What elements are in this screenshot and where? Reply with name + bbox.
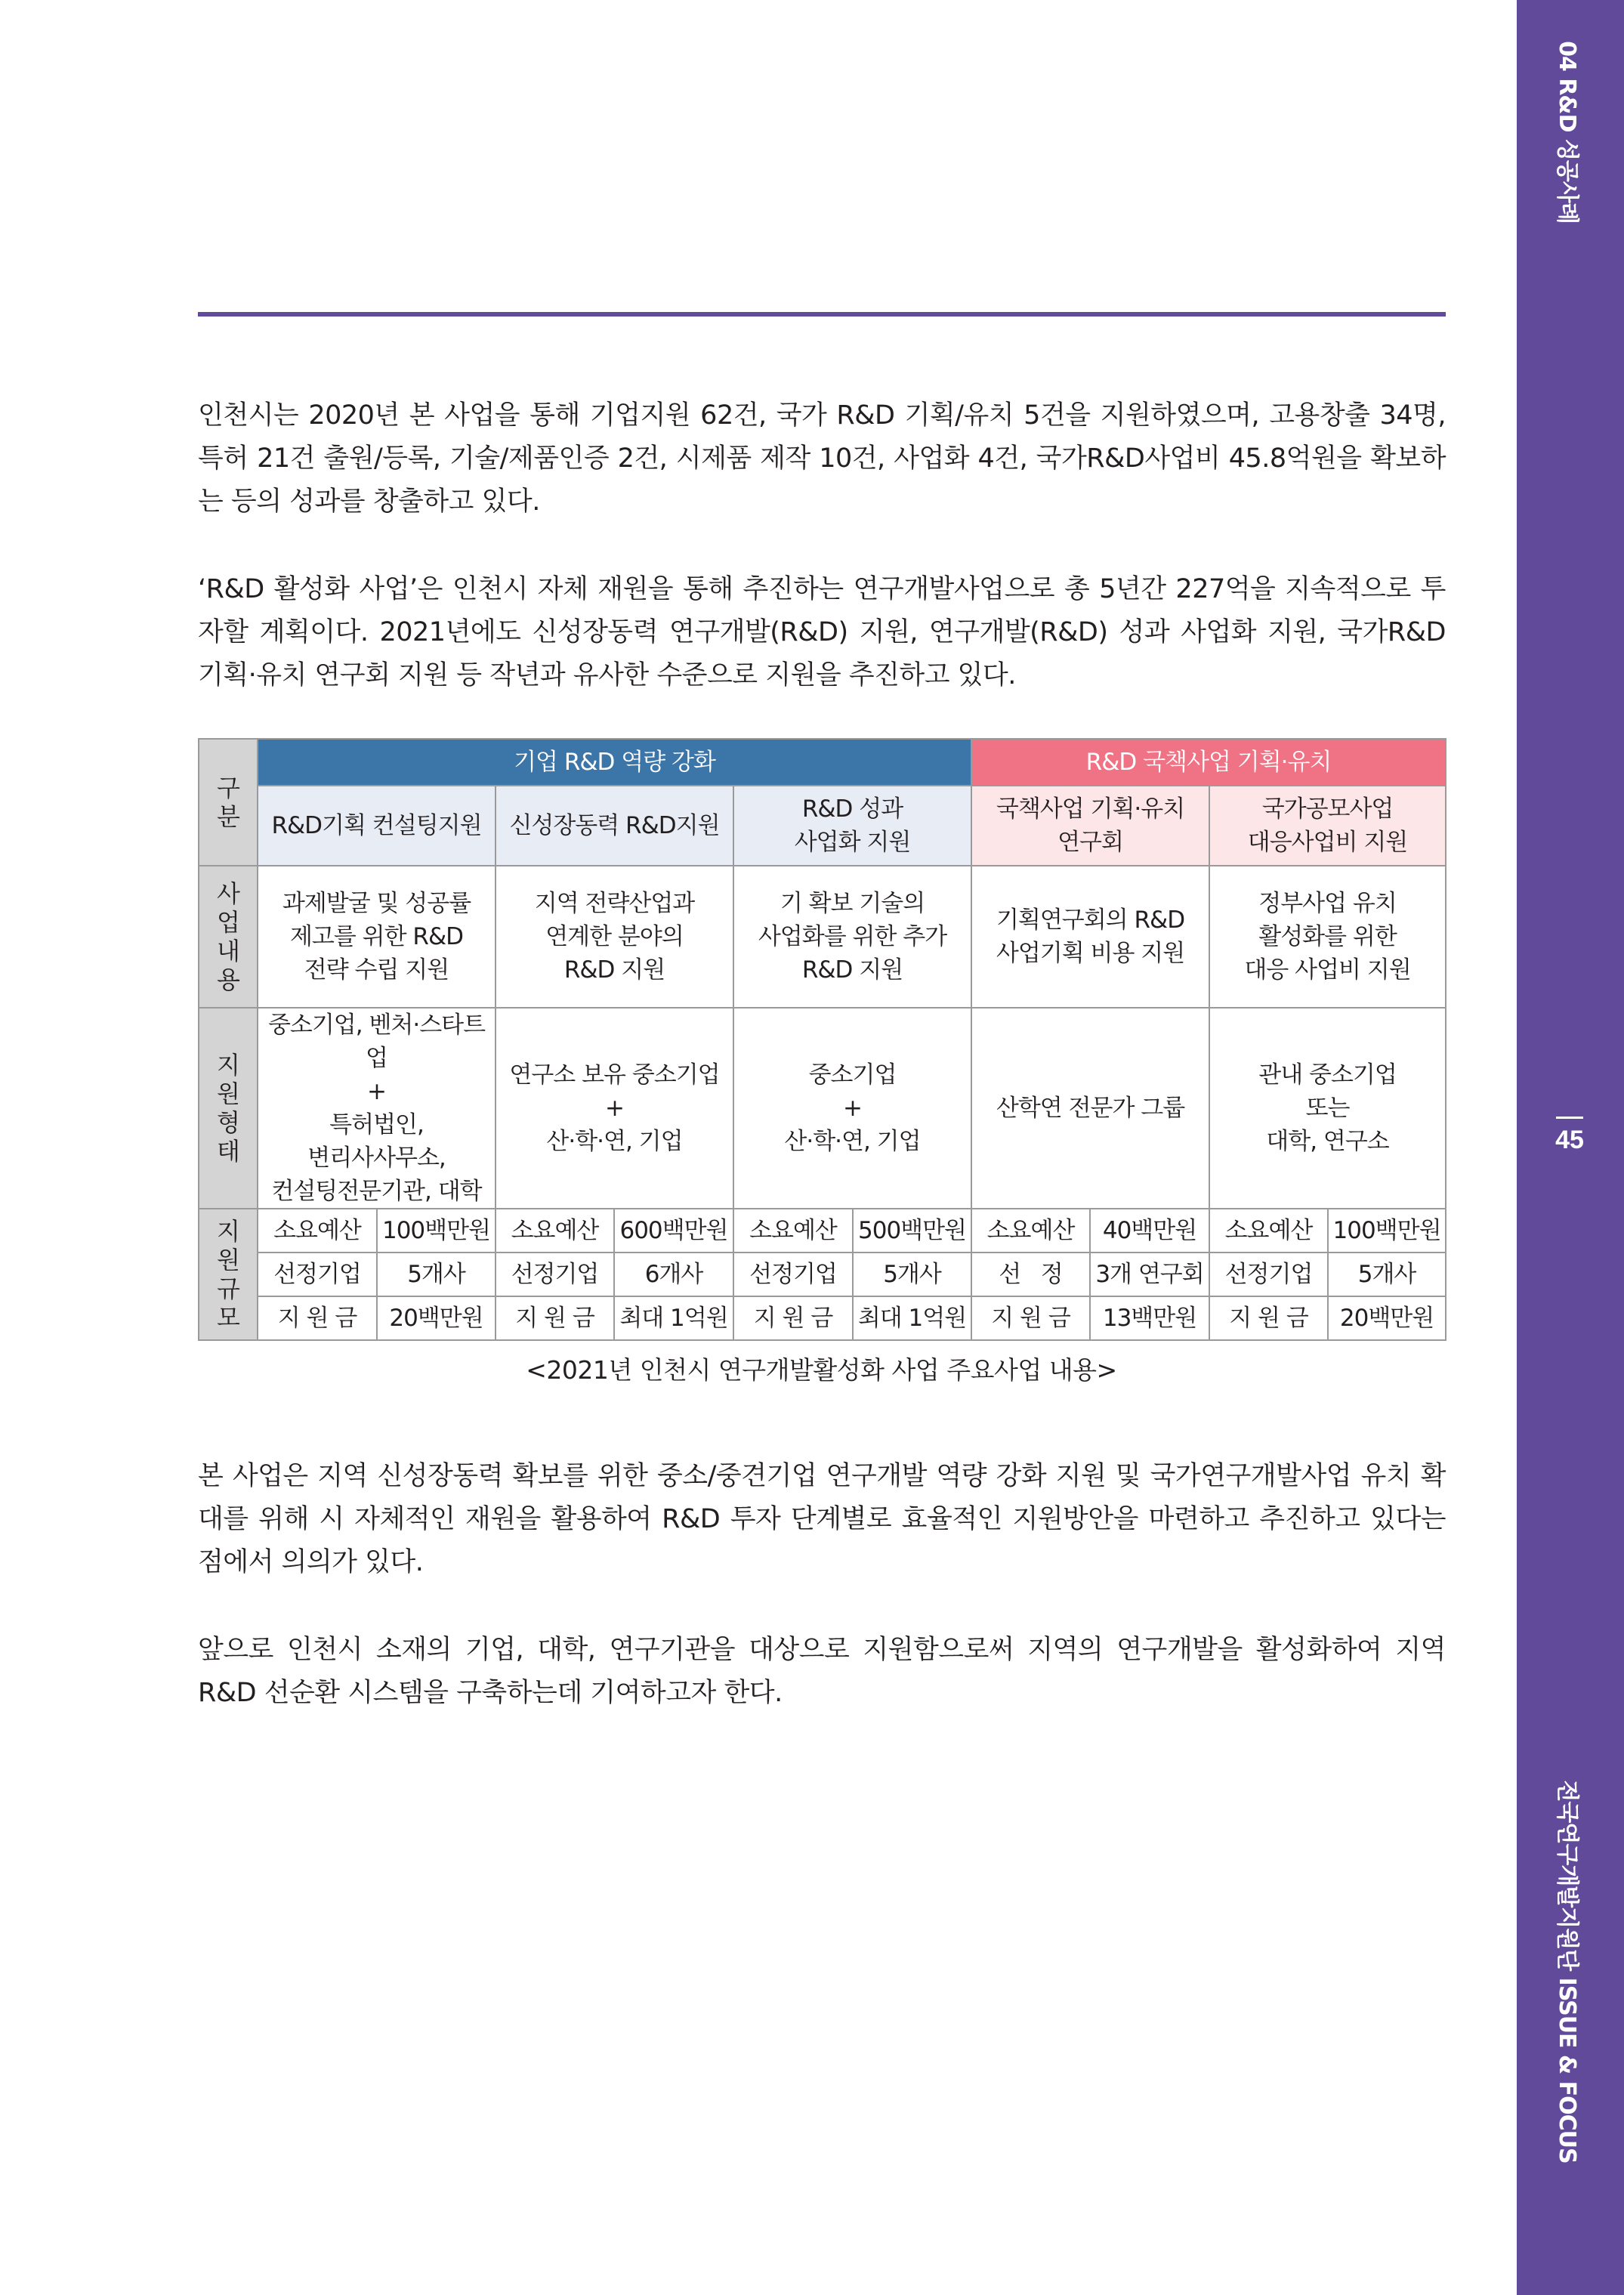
row-head-content: [199, 866, 258, 1008]
scale-label-cell: 소요예산: [733, 1209, 853, 1253]
program-name-header: [258, 786, 496, 866]
cell-line: R&D 지원: [563, 956, 665, 984]
cell-line: 용: [217, 965, 239, 994]
program-content-cell: [971, 866, 1209, 1008]
scale-value-cell: 최대 1억원: [853, 1296, 971, 1340]
cell-line: 지: [217, 1217, 239, 1246]
scale-value-cell: 5개사: [853, 1253, 971, 1296]
cell-line: 연계한 분야의: [545, 923, 684, 950]
scale-value-cell: 100백만원: [377, 1209, 496, 1253]
paragraph-3: 본 사업은 지역 신성장동력 확보를 위한 중소/중견기업 연구개발 역량 강화 지원 및 국가연구개발사업 유치 확대를 위해 시 자체적인 재원을 활용하여 R&D 투자 단계별로 효율적인 지원방안을 마련하고 추진하고 있다는 점에서 의의가 있다.: [198, 1461, 1446, 1577]
scale-value-cell: 6개사: [614, 1253, 733, 1296]
cell-line: 연구소 보유 중소기업: [509, 1061, 720, 1089]
cell-line: 사업기획 비용 지원: [996, 940, 1185, 967]
cell-line: 업: [217, 908, 239, 937]
cell-line: 기 확보 기술의: [780, 890, 925, 917]
cell-line: 중소기업: [808, 1061, 897, 1089]
program-type-cell: [258, 1008, 496, 1209]
cell-line: 활성화를 위한: [1258, 923, 1397, 950]
cell-line: +: [367, 1078, 386, 1105]
cell-line: +: [605, 1095, 624, 1122]
cell-line: 산·학·연, 기업: [546, 1128, 683, 1155]
cell-line: 국가공모사업: [1261, 795, 1394, 823]
cell-line: 대학, 연구소: [1266, 1128, 1389, 1155]
cell-line: 형: [217, 1108, 239, 1137]
cell-line: 모: [217, 1303, 239, 1332]
page-number: 45: [1555, 1126, 1584, 1154]
program-name-header: [733, 786, 971, 866]
cell-line: 분: [217, 802, 239, 831]
scale-label-cell: 소요예산: [496, 1209, 614, 1253]
cell-line: R&D 성과: [801, 795, 903, 823]
cell-line: 태: [217, 1137, 239, 1166]
cell-line: 대응 사업비 지원: [1244, 956, 1411, 984]
scale-label-cell: 소요예산: [1209, 1209, 1328, 1253]
cell-line: 특허법인,: [329, 1111, 424, 1138]
table-caption: <2021년 인천시 연구개발활성화 사업 주요사업 내용>: [526, 1355, 1117, 1385]
page-number-divider: [1556, 1117, 1583, 1119]
program-type-cell: [496, 1008, 733, 1209]
program-name-header: [1209, 786, 1446, 866]
program-table: [198, 738, 1446, 1341]
cell-line: 연구회: [1057, 829, 1123, 856]
row-head-type: [199, 1008, 258, 1209]
cell-line: 중소기업, 벤처·스타트업: [267, 1012, 486, 1072]
paragraph-1: 인천시는 2020년 본 사업을 통해 기업지원 62건, 국가 R&D 기획/유치 5건을 지원하였으며, 고용창출 34명, 특허 21건 출원/등록, 기술/제품인증 2건, 시제품 제작 10건, 사업화 4건, 국가R&D사업비 45.8억원을 확보하는 등의 성과를 창출하고 있다.: [198, 400, 1446, 517]
cell-line: 산학연 전문가 그룹: [996, 1095, 1185, 1122]
cell-line: 원: [217, 1080, 239, 1108]
cell-line: 사업화를 위한 추가: [758, 923, 947, 950]
program-name-header: [971, 786, 1209, 866]
program-content-cell: [496, 866, 733, 1008]
cell-line: 규: [217, 1274, 239, 1303]
header-rule: [198, 312, 1446, 317]
cell-line: 지: [217, 1051, 239, 1080]
cell-line: 산·학·연, 기업: [784, 1128, 921, 1155]
scale-value-cell: 3개 연구회: [1090, 1253, 1209, 1296]
cell-line: R&D기획 컨설팅지원: [271, 812, 482, 839]
scale-value-cell: 600백만원: [614, 1209, 733, 1253]
paragraph-4: 앞으로 인천시 소재의 기업, 대학, 연구기관을 대상으로 지원함으로써 지역의 연구개발을 활성화하여 지역 R&D 선순환 시스템을 구축하는데 기여하고자 한다.: [198, 1635, 1446, 1708]
scale-value-cell: 5개사: [377, 1253, 496, 1296]
scale-value-cell: 500백만원: [853, 1209, 971, 1253]
cell-line: 지역 전략산업과: [534, 890, 695, 917]
scale-value-cell: 40백만원: [1090, 1209, 1209, 1253]
scale-value-cell: 100백만원: [1328, 1209, 1446, 1253]
scale-label-cell: 선정기업: [1209, 1253, 1328, 1296]
cell-line: 구: [217, 774, 239, 802]
program-type-cell: [733, 1008, 971, 1209]
cell-line: 제고를 위한 R&D: [289, 923, 464, 950]
scale-label-cell: 소요예산: [971, 1209, 1090, 1253]
program-type-cell: [971, 1008, 1209, 1209]
row-head-scale: [199, 1209, 258, 1340]
scale-label-cell: 선정기업: [733, 1253, 853, 1296]
cell-line: R&D 지원: [801, 956, 903, 984]
scale-label-cell: 선 정: [971, 1253, 1090, 1296]
cell-line: 변리사사무소,: [307, 1144, 446, 1172]
program-content-cell: [258, 866, 496, 1008]
program-type-cell: [1209, 1008, 1446, 1209]
scale-value-cell: 최대 1억원: [614, 1296, 733, 1340]
scale-label-cell: 선정기업: [496, 1253, 614, 1296]
program-name-header: [496, 786, 733, 866]
cell-line: 전략 수립 지원: [304, 956, 449, 984]
paragraph-2: ‘R&D 활성화 사업’은 인천시 자체 재원을 통해 추진하는 연구개발사업으로 총 5년간 227억을 지속적으로 투자할 계획이다. 2021년에도 신성장동력 연구개발(R&D) 지원, 연구개발(R&D) 성과 사업화 지원, 국가R&D 기획·유치 연구회 지원 등 작년과 유사한 수준으로 지원을 추진하고 있다.: [198, 574, 1446, 690]
scale-label-cell: 선정기업: [258, 1253, 377, 1296]
scale-value-cell: 13백만원: [1090, 1296, 1209, 1340]
cell-line: 또는: [1305, 1095, 1350, 1122]
cell-line: 사: [217, 879, 239, 908]
scale-label-cell: 소요예산: [258, 1209, 377, 1253]
program-content-cell: [733, 866, 971, 1008]
scale-value-cell: 5개사: [1328, 1253, 1446, 1296]
cell-line: 원: [217, 1246, 239, 1274]
cell-line: 정부사업 유치: [1258, 890, 1397, 917]
cell-line: 내: [217, 937, 239, 965]
cell-line: 관내 중소기업: [1258, 1061, 1397, 1089]
group-header-capacity: 기업 R&D 역량 강화: [258, 739, 971, 786]
cell-line: 과제발굴 및 성공률: [282, 890, 471, 917]
cell-line: 대응사업비 지원: [1247, 829, 1408, 856]
scale-value-cell: 20백만원: [377, 1296, 496, 1340]
cell-line: 국책사업 기획·유치: [996, 795, 1185, 823]
scale-label-cell: 지 원 금: [1209, 1296, 1328, 1340]
scale-label-cell: 지 원 금: [971, 1296, 1090, 1340]
scale-value-cell: 20백만원: [1328, 1296, 1446, 1340]
sidebar-publication-title: 전국연구개발지원단 ISSUE & FOCUS: [1554, 1780, 1580, 2164]
cell-line: 기획연구회의 R&D: [996, 907, 1185, 934]
scale-label-cell: 지 원 금: [733, 1296, 853, 1340]
row-head-category: [199, 739, 258, 866]
cell-line: 컨설팅전문기관, 대학: [271, 1178, 482, 1205]
sidebar-section-title: 04 R&D 성공사례: [1554, 41, 1580, 224]
cell-line: 신성장동력 R&D지원: [509, 812, 720, 839]
group-header-national: R&D 국책사업 기획·유치: [971, 739, 1446, 786]
scale-label-cell: 지 원 금: [496, 1296, 614, 1340]
cell-line: +: [843, 1095, 862, 1122]
program-content-cell: [1209, 866, 1446, 1008]
scale-label-cell: 지 원 금: [258, 1296, 377, 1340]
cell-line: 사업화 지원: [794, 829, 911, 856]
